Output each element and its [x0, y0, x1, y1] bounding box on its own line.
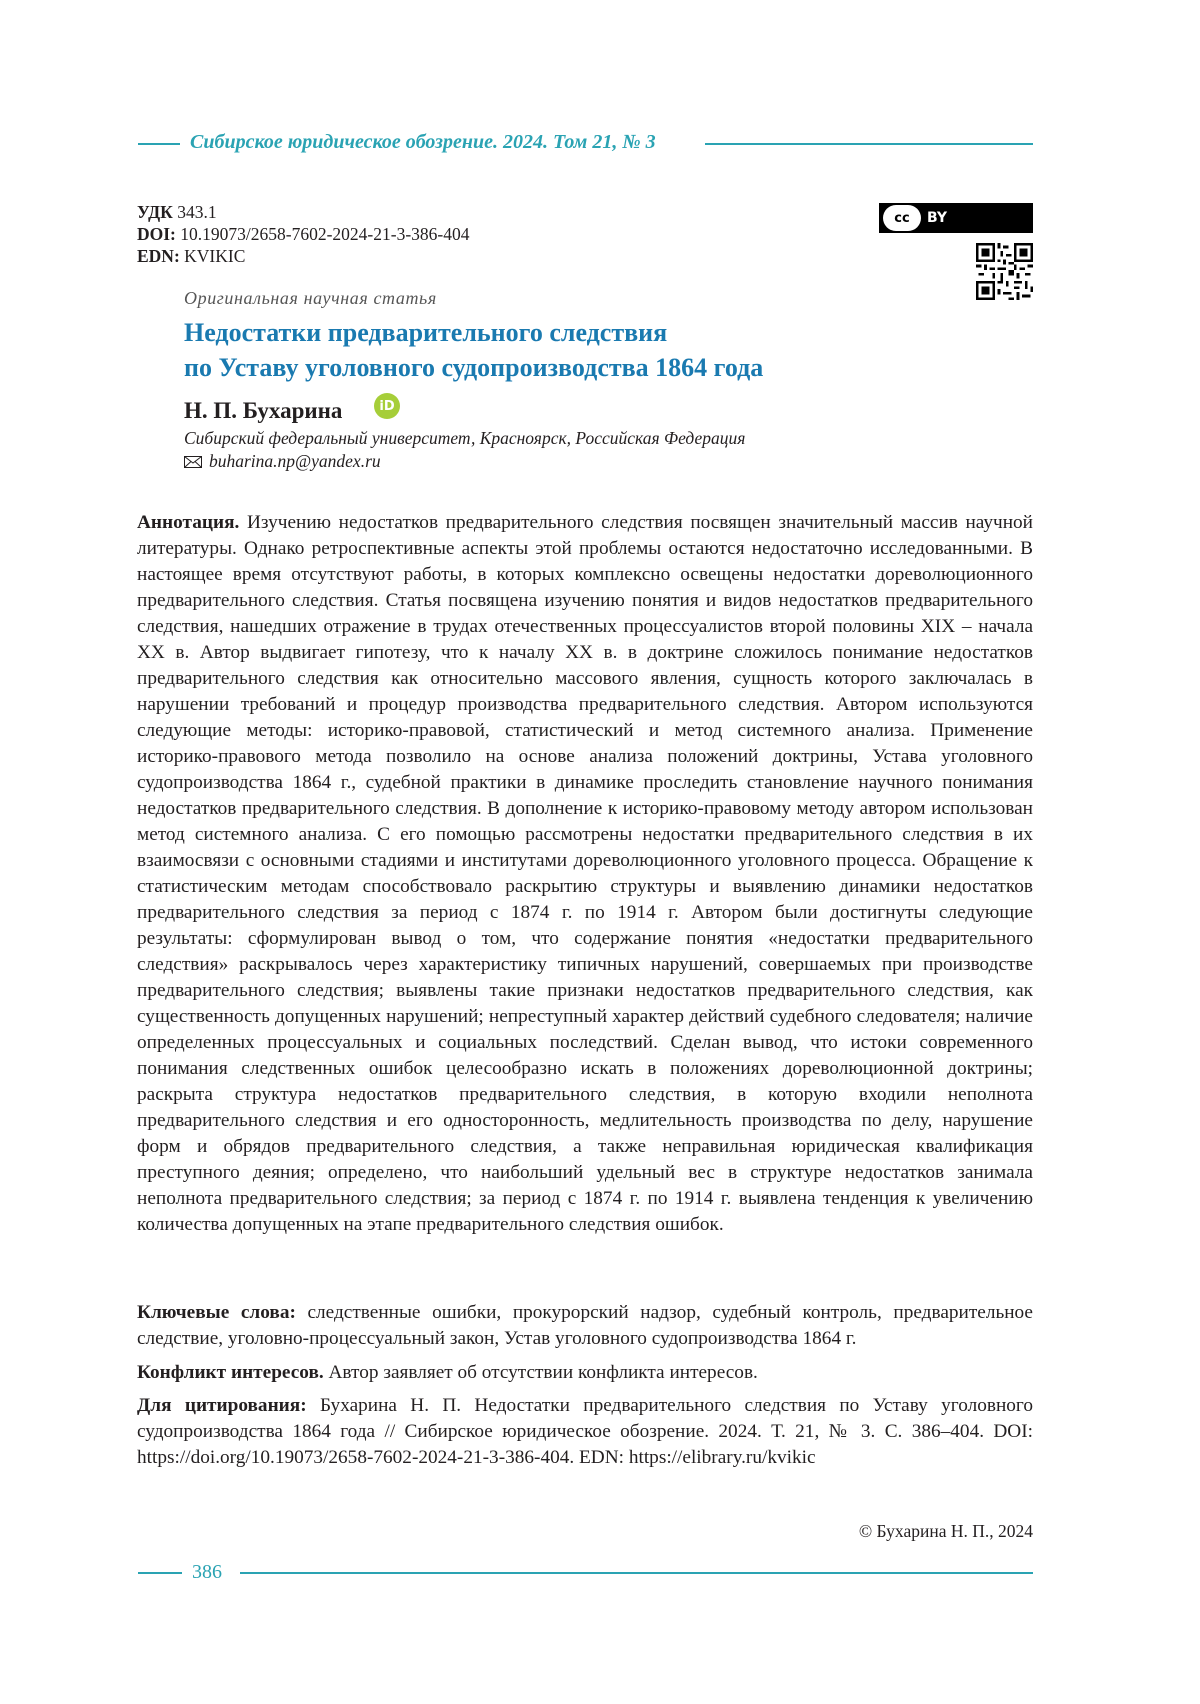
abstract-text: Изучению недостатков предварительного следствия посвящен значительный массив научной литературы. Однако ретроспективные аспекты этой проблемы остаются недостаточно исследованными. В настоящее время отсутствуют работы, в которых комплексно освещены недостатки дореволюционного предварительного следствия. Статья посвящена изучению понятия и видов недостатков предварительного следствия, нашедших отражение в трудах отечественных процессуалистов второй половины XIX – начала XX в. Автор выдвигает гипотезу, что к началу XX в. в доктрине сложилось понимание недостатков предварительного следствия как относительно массового явления, сущность которого заключалась в нарушении требований и процедур производства предварительного следствия. Автором используются следующие методы: историко-правовой, статистический и метод системного анализа. Применение историко-правового метода позволило на основе анализа положений доктрины, Устава уголовного судопроизводства 1864 г., судебной практики в динамике проследить становление научного понимания недостатков предварительного следствия. В дополнение к историко-правовому методу автором использован метод системного анализа. С его помощью рассмотрены недостатки предварительного следствия в их взаимосвязи с основными стадиями и институтами дореволюционного уголовного процесса. Обращение к статистическим методам способствовало раскрытию структуры и выявлению динамики недостатков предварительного следствия за период с 1874 г. по 1914 г. Автором были достигнуты следующие результаты: сформулирован вывод о том, что содержание понятия «недостатки предварительного следствия» раскрывалось через характеристику типичных нарушений, совершаемых при производстве предварительного следствия; выявлены такие признаки недостатков предварительного следствия, как существенность допущенных нарушений; непреступный характер действий судебного следователя; наличие определенных процессуальных и социальных последствий. Сделан вывод, что истоки современного понимания следственных ошибок целесообразно искать в положениях дореволюционной доктрины; раскрыта структура недостатков предварительного следствия, в которую входили неполнота предварительного следствия и его односторонность, медлительность производства по делу, нарушение форм и обрядов предварительного следствия, а также неправильная юридическая квалификация преступного деяния; определено, что наибольший удельный вес в структуре недостатков занимала неполнота предварительного следствия; за период с 1874 г. по 1914 г. выявлена тенденция к увеличению количества допущенных на этапе предварительного следствия ошибок.	[137, 512, 1033, 1235]
footer-rule-right	[240, 1572, 1033, 1574]
cc-by-license-badge[interactable]	[879, 203, 1033, 233]
keywords-label: Ключевые слова:	[137, 1302, 296, 1323]
article-type: Оригинальная научная статья	[184, 288, 437, 308]
abstract	[137, 510, 1033, 1238]
citation	[137, 1393, 1033, 1471]
udk-value: 343.1	[172, 202, 217, 222]
conflict-text: Автор заявляет об отсутствии конфликта интересов.	[323, 1362, 758, 1383]
article-title-line-1: Недостатки предварительного следствия	[184, 318, 668, 347]
footer-rule-left	[138, 1572, 182, 1574]
keywords	[137, 1300, 1033, 1352]
citation-text: Бухарина Н. П. Недостатки предварительного следствия по Уставу уголовного судопроизводства 1864 года // Сибирское юридическое обозрение. 2024. Т. 21, № 3. С. 386–404. DOI: https://doi.org/10.19073/2658-7602-2024-21-3-386-404. EDN: https://elibrary.ru/kvikic	[137, 1395, 1033, 1468]
author-affiliation: Сибирский федеральный университет, Красноярск, Российская Федерация	[184, 428, 746, 448]
envelope-icon	[184, 456, 202, 468]
copyright-notice: © Бухарина Н. П., 2024	[858, 1521, 1033, 1541]
edn-line	[137, 245, 469, 267]
cc-icon: cc	[883, 205, 921, 231]
qr-code-icon	[976, 243, 1033, 300]
author-email-row	[184, 451, 381, 472]
conflict-label: Конфликт интересов.	[137, 1362, 324, 1383]
udk-label: УДК	[137, 202, 173, 222]
author-name: Н. П. Бухарина	[184, 398, 343, 423]
edn-label: EDN:	[137, 246, 180, 266]
header-rule-left	[138, 143, 180, 145]
udk-line	[137, 201, 469, 223]
edn-value: KVIKIC	[179, 246, 246, 266]
citation-label: Для цитирования:	[137, 1395, 307, 1416]
by-label: BY	[927, 210, 948, 226]
orcid-icon[interactable]: iD	[374, 393, 400, 419]
abstract-label: Аннотация.	[137, 512, 240, 533]
doi-value[interactable]: 10.19073/2658-7602-2024-21-3-386-404	[175, 224, 470, 244]
article-title	[184, 315, 763, 385]
header-rule-right	[705, 143, 1033, 145]
page-number: 386	[192, 1561, 222, 1583]
footer-rule	[138, 1572, 1033, 1574]
article-metadata	[137, 201, 469, 267]
article-title-line-2: по Уставу уголовного судопроизводства 1864 года	[184, 353, 764, 382]
doi-line	[137, 223, 469, 245]
journal-title: Сибирское юридическое обозрение. 2024. Том 21, № 3	[190, 131, 656, 153]
keywords-text: следственные ошибки, прокурорский надзор, судебный контроль, предварительное следствие, уголовно-процессуальный закон, Устав уголовного судопроизводства 1864 г.	[137, 1302, 1033, 1349]
conflict-of-interest	[137, 1360, 1033, 1386]
doi-label: DOI:	[137, 224, 176, 244]
author-email[interactable]: buharina.np@yandex.ru	[209, 451, 381, 471]
